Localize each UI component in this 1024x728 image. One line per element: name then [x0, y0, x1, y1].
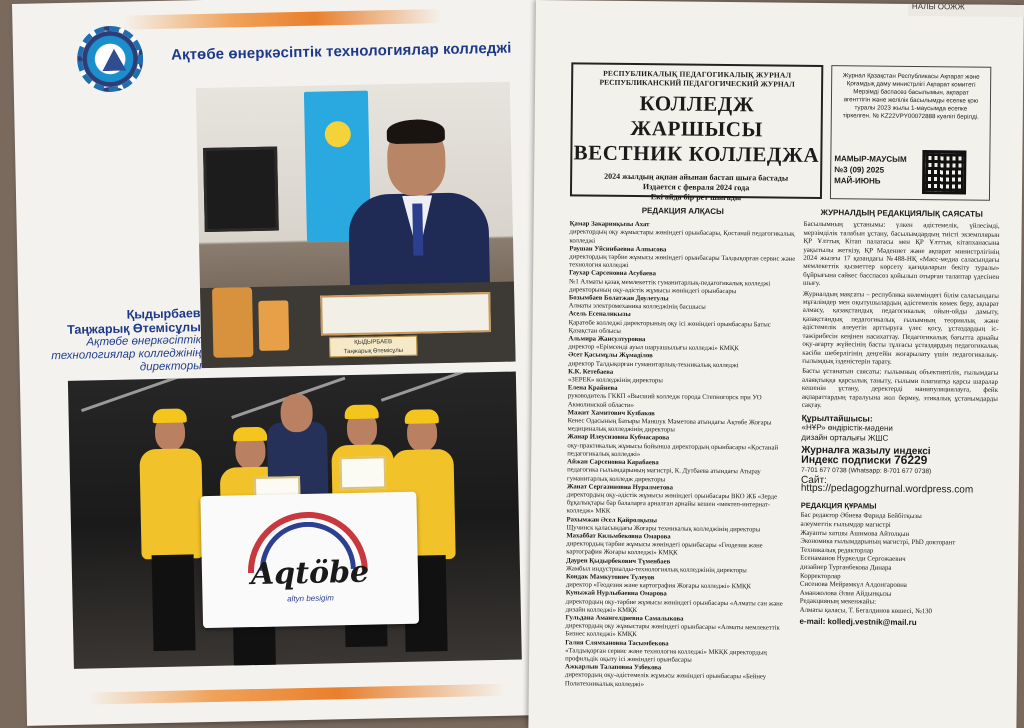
- staff-line: Техникалық редакторлар: [800, 546, 874, 555]
- subscription-title: Журналға жазылу индексі: [801, 444, 931, 457]
- founder-label: Құрылтайшысы:: [801, 413, 873, 424]
- director-role: Ақтөбе өнеркәсіптік технологиялар колледжінің директоры: [51, 334, 202, 374]
- board-member-name: Әсет Қасымұлы Жұмаділов: [568, 351, 653, 360]
- board-member-desc: директор «Геодезия және картография Жоғары колледжі» КМҚК: [565, 581, 752, 591]
- board-member-name: Ажкарлын Талаповна Узбекова: [564, 663, 662, 672]
- board-member-name: Куныжай Нурлыбаевна Омарова: [565, 589, 667, 598]
- board-member-name: Даурен Қыдырбекович Түменбаев: [566, 556, 671, 565]
- board-member-name: Айжан Сарсеновна Карабаева: [567, 458, 659, 467]
- staff-list: [800, 512, 997, 617]
- board-member-desc: руководитель ГККП «Высший колледж города Степногорск при УО Акмолинской области»: [567, 392, 762, 409]
- phone-numbers: 7-701 677 0738 (Whatsapp: 8-701 677 0738): [801, 466, 932, 475]
- staff-heading: РЕДАКЦИЯ ҚҰРАМЫ: [800, 500, 877, 511]
- subscription-index: [801, 452, 997, 468]
- board-member-name: Раушан Уйсинбаевна Алпысова: [569, 245, 667, 254]
- board-member-desc: директордың тәрбие жұмысы жөніндегі орынбасары «Геодезия және картография Жоғары колледжі» КМҚК: [566, 540, 763, 557]
- board-member-name: Рахымжан Әсел Қайролқызы: [566, 515, 658, 524]
- board-member-desc: Алматы электромеханика колледжінің басшысы: [568, 302, 706, 312]
- board-member-desc: директордың оқу жұмыстары жөніндегі орынбасары, Қостанай педагогикалық колледжі: [569, 228, 795, 245]
- editorial-staff: [799, 502, 996, 628]
- board-member-name: Гаухар Сарсеновна Асубаева: [569, 269, 657, 278]
- right-page: [528, 0, 1024, 728]
- board-member-name: Махаббат Кильмбековна Омарова: [566, 532, 671, 541]
- board-member-desc: директордың оқу-тәрбие жұмысы жөніндегі орынбасары «Алматы сән және дизайн колледжі» КМҚК: [565, 597, 783, 614]
- board-member: [567, 458, 793, 485]
- board-member-name: К.К. Кетебаева: [568, 368, 614, 376]
- banner-subtitle: altyn besigim: [287, 593, 334, 604]
- board-member-desc: «Талдықорған сервис және технология колледжі» МКҚК директордың профильдік оқыту ісі жөніндегі орынбасары: [565, 647, 767, 664]
- board-member-desc: директордың оқу-әдістік жұмысы жөніндегі орынбасары ВКО ЖБ «Зерде бұқалықтары бар балаларға арналған арнайы кешен «мектеп-интернат-колледж» МКК: [566, 491, 778, 516]
- aqtobe-banner: [200, 492, 419, 628]
- staff-line: Аманжолова Әлия Айдынқызы: [799, 589, 892, 598]
- policy-paragraph-3: Басты ұстанатын саясаты: ғылымның объективтілік, ғылымдағы алаяқтыққа қарсылық таныту, ғылыми плагиатқа қарсы шаралар кешенін ұстану, деректерді манипуляциялауға, фейк ақпараттардың таралуына жол бермеу, этикалық ұстанымдарды сақтау.: [801, 368, 999, 409]
- board-member: [569, 245, 795, 272]
- board-member-desc: директордың тәрбие жұмысы жөніндегі орынбасары Талдықорған сервис және технология колледжі: [569, 253, 796, 270]
- founder-block: [801, 414, 997, 444]
- contact-email: e-mail: kolledj.vestnik@mail.ru: [799, 616, 917, 627]
- board-member-name: Галия Слямхановна Тасымбекова: [565, 638, 669, 647]
- staff-line: әлеуметтік ғылымдар магистрі: [800, 520, 891, 529]
- board-member: [567, 483, 793, 518]
- director-caption: [40, 306, 201, 376]
- editorial-policy: [799, 209, 999, 628]
- board-member: [568, 311, 794, 338]
- staff-line: Есенаманов Нуркелди Сергожаевич: [800, 555, 906, 564]
- board-member-desc: директор «Ерімсенді ауыл шаруашылығы колледжі» КМҚК: [568, 343, 739, 353]
- policy-paragraph-2: Журналдың мақсаты – республика көлеміндегі білім саласындағы мұғалімдер мен оқытушылардың әдістемелік көмек беру, ақпарат алмасу, қазақстандық педагогикалық ойын-ойды дамыту, қазақстандық педагогикалық ғылымның теориялық және әдістемелік әлеуетін арттыруға үлес қосу, ұстаздардың іс-тәжірибесін кеңінен насихаттау. Педагогикалық бағытта арнайы оқу-ағарту жүйесінің басты тұлғасы ұстаздардың педагогикалық кәсіби шеберлігінің деңгейін жоғарылату үшін педагогикалық-ғылымдық ізденістерін тарату.: [802, 290, 999, 366]
- board-member: [569, 221, 795, 248]
- board-member-name: Кондак Мамкутович Тулеуов: [565, 573, 655, 582]
- masthead-kz: РЕСПУБЛИКАЛЫҚ ПЕДАГОГИКАЛЫҚ ЖУРНАЛ: [603, 68, 792, 80]
- board-member-name: Қамар Закарияқызы Ахат: [569, 220, 650, 229]
- decorative-stripe-top: [122, 9, 442, 30]
- board-member-desc: директордың оқу-әдістемелік жұмысы жөніндегі орынбасары «Бейнеу Политехникалық колледжі»: [564, 671, 767, 688]
- staff-line: Редакцияның мекенжайы:: [799, 598, 877, 606]
- board-member-desc: оқу-практикалық жұмысы бойынша директордың орынбасары «Қостанай педагогикалық колледжі»: [567, 442, 779, 459]
- desk-nameplate: ҚЫДЫРБАЕВ Таңжарық Өтемісұлы: [329, 336, 417, 358]
- board-member-desc: директордың оқу жұмыстары жөніндегі орынбасары «Алматы мемлекеттік Бизнес колледжі» КМҚК: [565, 622, 780, 639]
- monitor-image: [203, 146, 279, 232]
- board-member-desc: педагогика ғылымдарының магистрі, К. Дутбаева атындағы Атырау гуманитарлық колледж директоры: [566, 466, 761, 483]
- staff-line: Жауапты хатшы Ашимова Айтолқын: [800, 529, 910, 538]
- staff-line: Сисенова Мейрамкүл Алдонгаровна: [799, 580, 907, 590]
- board-member: [566, 532, 792, 559]
- board-member: [565, 639, 791, 666]
- founder-value-2: дизайн орталығы ЖШС: [801, 432, 889, 443]
- journal-title-ru: ВЕСТНИК КОЛЛЕДЖА: [573, 140, 820, 167]
- staff-line: дизайнер Турганбекова Динара: [800, 563, 892, 572]
- staff-line: Алматы қаласы, Т. Бегалдинов көшесі, №130: [799, 606, 933, 616]
- previous-page-edge: НАЛЫ ООЖЖ: [908, 2, 1024, 17]
- staff-line: Бас редактор Әбиева Фарида Бейбітқызы: [800, 512, 922, 521]
- board-member-name: Альмира Жансултуровна: [568, 335, 646, 344]
- board-member-name: Бозымбаев Болатжан Доулетулы: [568, 294, 669, 303]
- board-member-name: Жанат Сергазиновна Нуралметова: [566, 483, 674, 492]
- board-member: [568, 385, 794, 412]
- policy-heading: ЖУРНАЛДЫҢ РЕДАКЦИЯЛЫҚ САЯСАТЫ: [820, 207, 983, 219]
- board-member: [566, 590, 792, 617]
- journal-masthead: [570, 62, 823, 203]
- policy-paragraph-1: Басылымның ұстанымы: үлкен әдістемелік, үйлесімді, мерзімділік талабын ұстану, басылымдардың тиісті экземплярын ҚР Ұлттық Кітап палатасы мен ҚР Ұлттық кітапханасына уақытылы жеткізу, ҚР Мәдениет және ақпарат министрлігінің 2024 жылғы 17 қазандағы №488-НҚ «Масс-медиа саласындағы мемлекеттік қызметтер көрсету қағидаларын бекіту туралы» бұйрығына сәйкес басспасөз қойылып отырған талаптар үдесінен шығу.: [803, 221, 1000, 288]
- college-title: Ақтөбе өнеркәсіптік технологиялар колледжі: [170, 39, 512, 64]
- journal-title-kz: КОЛЛЕДЖ ЖАРШЫСЫ: [630, 91, 764, 142]
- college-logo-icon: [76, 25, 143, 92]
- editorial-board: [565, 206, 796, 690]
- board-member-name: Асель Есеналикызы: [568, 310, 631, 319]
- staff-line: Корректорлар: [799, 572, 841, 580]
- masthead-since-ru: Издается с февраля 2024 года: [642, 182, 750, 193]
- left-page: [12, 0, 555, 726]
- board-member: [567, 409, 793, 436]
- masthead-ru: РЕСПУБЛИКАНСКИЙ ПЕДАГОГИЧЕСКИЙ ЖУРНАЛ: [599, 77, 795, 89]
- staff-line: Экономика ғылымдарының магистрі, PhD докторант: [800, 537, 956, 547]
- decorative-stripe-bottom: [86, 684, 506, 705]
- board-member-name: Мажит Хамитович Кузбаков: [567, 409, 655, 418]
- board-member-name: Жанар Илеусизовна Кубмасарова: [567, 433, 670, 442]
- board-member-name: Елена Крайнева: [567, 384, 618, 393]
- students-group-photo: [68, 372, 522, 669]
- issue-months-ru: МАЙ-ИЮНЬ: [834, 176, 881, 186]
- board-member: [565, 664, 791, 691]
- website-link: Сайт: https://pedagogzhurnal.wordpress.com: [800, 474, 974, 496]
- board-member: [569, 270, 795, 297]
- board-member-desc: №1 Алматы қазақ мемлекеттік гуманитарлық-педагогикалық колледжі директорының оқу-әдістік жұмысы жөніндегі орынбасары: [568, 277, 771, 295]
- founder-value-1: «НҰР» өндірістік-мәдени: [801, 422, 893, 433]
- editorial-board-list: [565, 221, 796, 691]
- subscription-index-label: Индекс подписки: [801, 453, 892, 467]
- board-member-name: Гульдана Амангелдиевна Самалыкова: [565, 614, 684, 623]
- masthead-since-kz: 2024 жылдың ақпан айынан бастап шыға бастады: [604, 171, 789, 183]
- board-member-desc: Кенес Одасының Батыры Маншук Мәметова атындағы Ақтөбе Жоғары медициналық колледжінің директоры: [567, 417, 772, 434]
- board-member-desc: Жамбыл индустриалды-технологиялық колледжінің директоры: [566, 565, 747, 574]
- board-member: [567, 434, 793, 461]
- qr-code-icon: [922, 150, 966, 194]
- masthead-frequency: Екі айда бір рет шығады: [650, 192, 742, 203]
- subscription-index-number: 76229: [893, 452, 928, 468]
- director-given-name: Таңжарық Өтемісұлы: [66, 320, 201, 337]
- issue-months-kz: МАМЫР-МАУСЫМ: [834, 154, 907, 164]
- director-photo: [196, 82, 516, 369]
- editorial-board-heading: РЕДАКЦИЯ АЛҚАСЫ: [641, 206, 724, 216]
- issue-info: [834, 153, 907, 187]
- issue-number: №3 (09) 2025: [834, 165, 885, 175]
- board-member-desc: Щучинск қаласындағы Жоғары техникалық колледжінің директоры: [566, 524, 761, 534]
- board-member-desc: директор Талдықорған гуманитарлық-техникалық колледжі: [568, 360, 739, 369]
- banner-brand: Aqtöbe: [250, 554, 370, 593]
- board-member-desc: Қаратөбе колледжі директорының оқу ісі жөніндегі орынбасары Батыс Қазақстан облысы: [568, 319, 771, 335]
- board-member: [565, 614, 791, 641]
- registration-box: Журнал Қазақстан Республикасы Ақпарат және Қоғамдық даму министрлігі Ақпарат комитеті Мерзімді баспасөз басылымын, ақпарат агенттігін және желілік басылымды есепке қою туралы 2023 жылы 1-маусымда есепке тіркелген. № KZ22VPY00072888 куәлігі берілді.: [830, 65, 991, 201]
- director-surname: Қыдырбаев: [126, 306, 201, 322]
- board-member-desc: «ЗЕРЕК» колледжінің директоры: [567, 376, 663, 385]
